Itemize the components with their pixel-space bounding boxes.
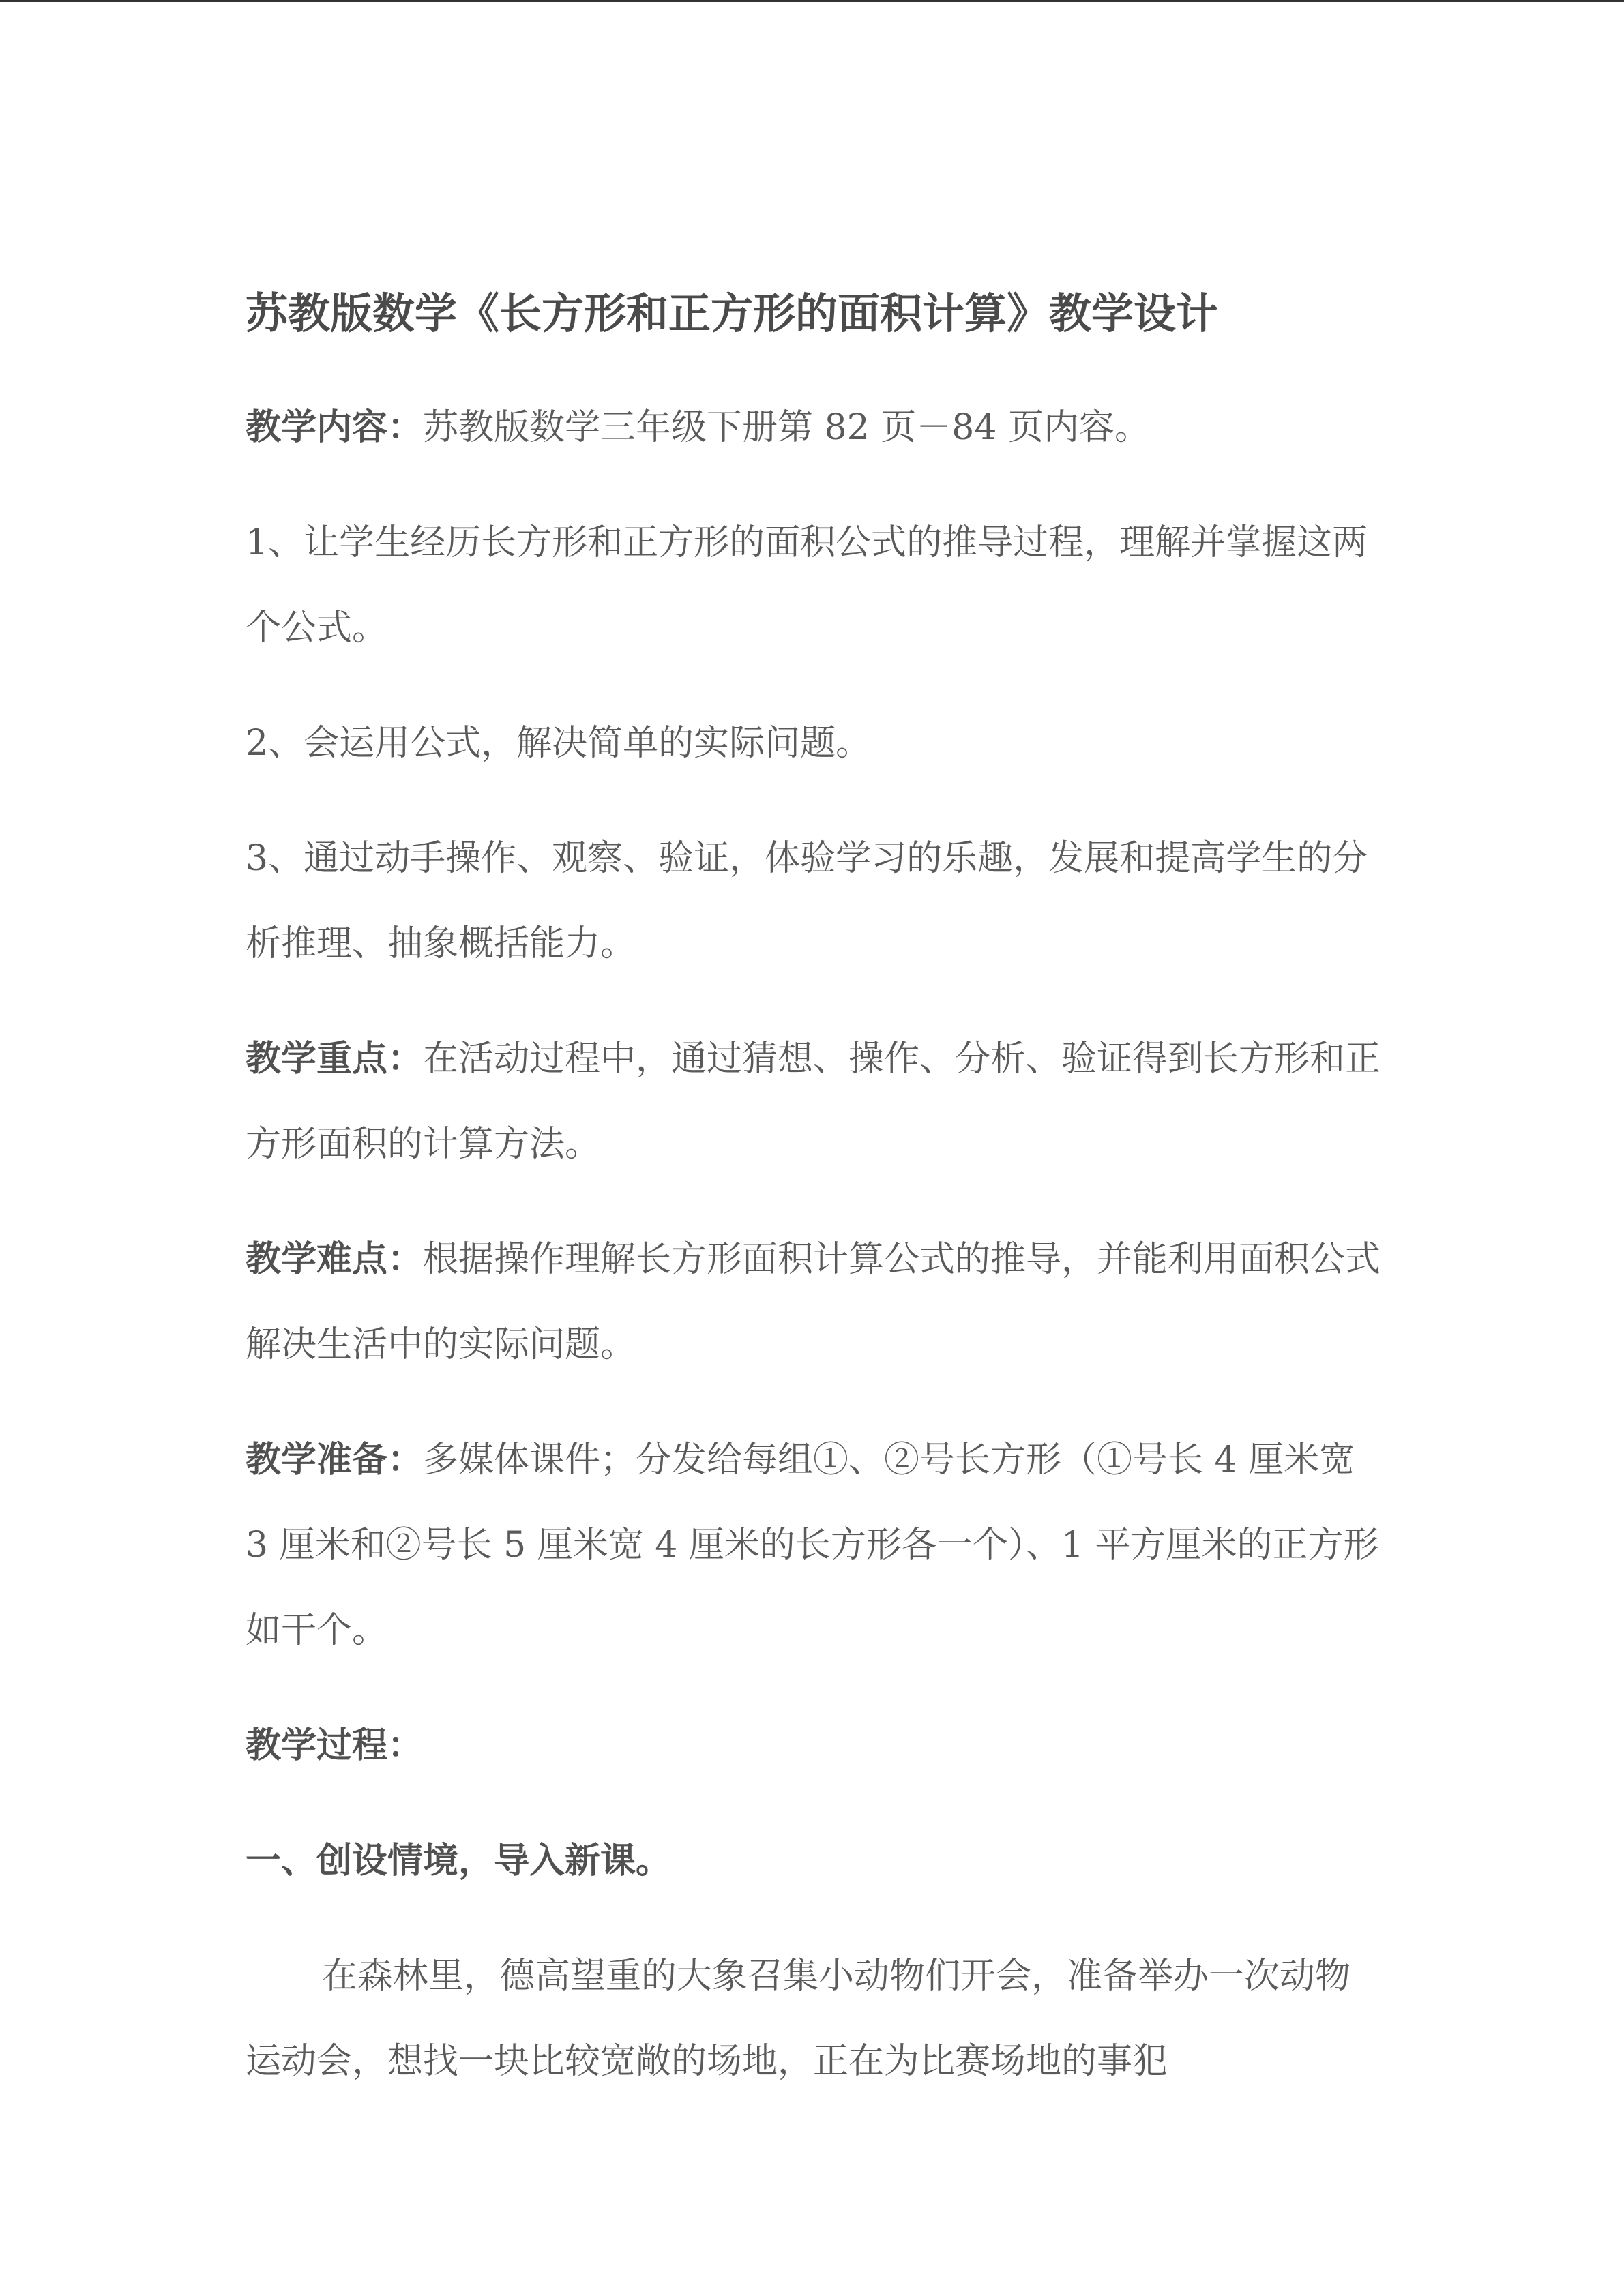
objective-2: 2、会运用公式，解决简单的实际问题。 xyxy=(246,723,872,764)
top-border-line xyxy=(0,0,1624,2)
preparation-text: 多媒体课件；分发给每组①、②号长方形（①号长 4 厘米宽 3 厘米和②号长 5 厘米宽 4 厘米的长方形各一个）、1 平方厘米的正方形如干个。 xyxy=(246,1440,1379,1651)
preparation-label: 教学准备： xyxy=(246,1440,424,1480)
section-one-heading: 一、创设情境，导入新课。 xyxy=(246,1840,672,1881)
document-title: 苏教版数学《长方形和正方形的面积计算》教学设计 xyxy=(246,288,1219,338)
preparation-paragraph xyxy=(246,1418,1381,1673)
section-one-text: 在森林里，德高望重的大象召集小动物们开会，准备举办一次动物运动会，想找一块比较宽敞的场地，正在为比赛场地的事犯 xyxy=(246,1956,1351,2082)
objective-1: 1、让学生经历长方形和正方形的面积公式的推导过程，理解并掌握这两个公式。 xyxy=(246,522,1368,648)
document-page xyxy=(246,276,1381,2134)
difficulty-paragraph xyxy=(246,1217,1381,1388)
difficulty-label: 教学难点： xyxy=(246,1239,424,1280)
key-point-text: 在活动过程中，通过猜想、操作、分析、验证得到长方形和正方形面积的计算方法。 xyxy=(246,1039,1381,1165)
objective-3: 3、通过动手操作、观察、验证，体验学习的乐趣，发展和提高学生的分析推理、抽象概括能力。 xyxy=(246,838,1368,964)
difficulty-text: 根据操作理解长方形面积计算公式的推导，并能利用面积公式解决生活中的实际问题。 xyxy=(246,1239,1381,1365)
content-label: 教学内容： xyxy=(246,407,424,448)
content-text: 苏教版数学三年级下册第 82 页－84 页内容。 xyxy=(423,407,1150,448)
content-paragraph xyxy=(246,385,1381,471)
key-point-label: 教学重点： xyxy=(246,1039,424,1079)
key-point-paragraph xyxy=(246,1017,1381,1187)
process-label: 教学过程： xyxy=(246,1725,424,1766)
